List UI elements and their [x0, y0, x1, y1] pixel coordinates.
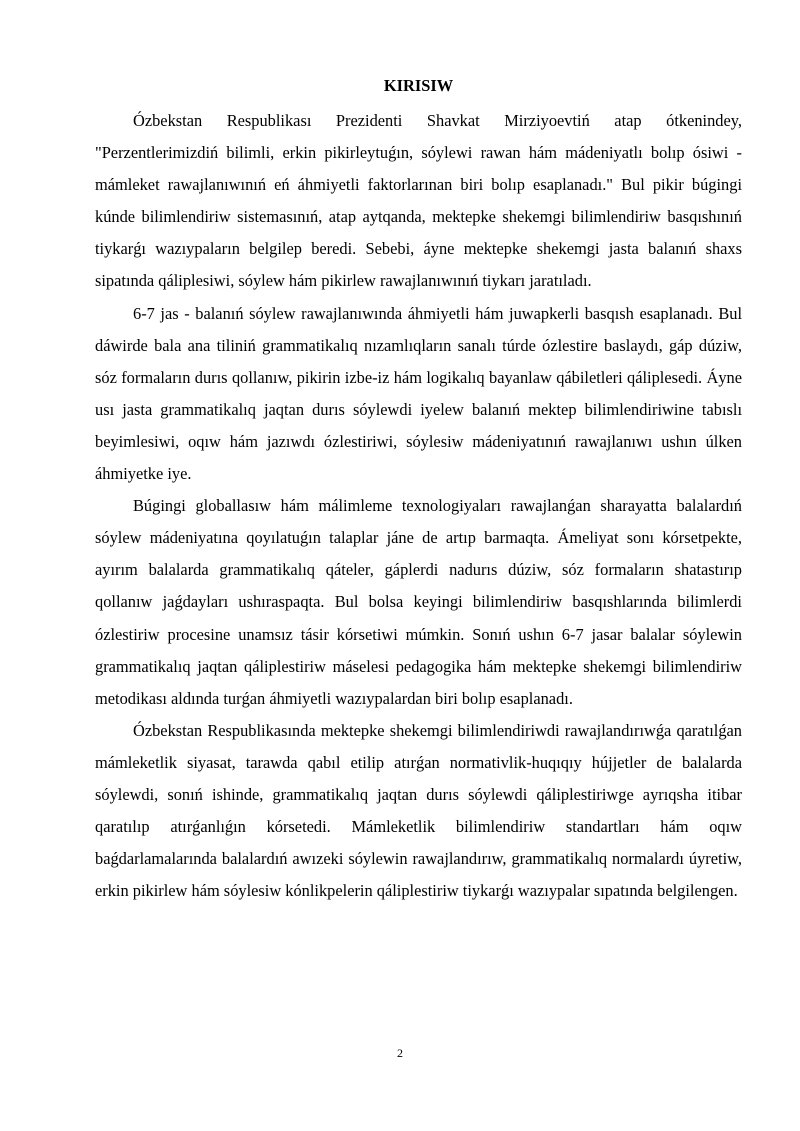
- paragraph-3: Búgingi globallasıw hám málimleme texnologiyaları rawajlanǵan sharayatta balalardıń sóylew mádeniyatına qoyılatuǵın talaplar jáne de artıp barmaqta. Ámeliyat sonı kórsetpekte, ayırım balalarda grammatikalıq qáteler, gáplerdi nadurıs dúziw, sóz formaların shatastırıp qollanıw jaǵdayları ushıraspaqta. Bul bolsa keyingi bilimlendiriw basqıshlarında bilimlerdi ózlestiriw procesine unamsız tásir kórsetiwi múmkin. Sonıń ushın 6-7 jasar balalar sóylewin grammatikalıq jaqtan qáliplestiriw máselesi pedagogika hám mektepke shekemgi bilimlendiriw metodikası aldında turǵan áhmiyetli wazıypalardan biri bolıp esaplanadı.: [95, 496, 742, 708]
- paragraph-4: Ózbekstan Respublikasında mektepke shekemgi bilimlendiriwdi rawajlandırıwǵa qaratılǵan mámleketlik siyasat, tarawda qabıl etilip atırǵan normativlik-huqıqıy hújjetler de balalarda sóylewdi, sonıń ishinde, grammatikalıq jaqtan durıs sóylewdi qáliplestiriwge ayrıqsha itibar qaratılıp atırǵanlıǵın kórsetedi. Mámleketlik bilimlendiriw standartları hám oqıw baǵdarlamalarında balalardıń awızeki sóylewin rawajlandırıw, grammatikalıq normalardı úyretiw, erkin pikirlew hám sóylesiw kónlikpelerin qáliplestiriw tiykarǵı wazıypalar sıpatında belgilengen.: [95, 720, 742, 901]
- page-number: 2: [397, 1046, 403, 1060]
- paragraph-2: 6-7 jas - balanıń sóylew rawajlanıwında áhmiyetli hám juwapkerli basqısh esaplanadı. Bul dáwirde bala ana tiliniń grammatikalıq nızamlıqların sanalı túrde ózlestire baslaydı, gáp dúziw, sóz formaların durıs qollanıw, pikirin izbe-iz hám logikalıq bayanlaw qábiletleri qáliplesedi. Áyne usı jasta grammatikalıq jaqtan durıs sóylewdi iyelew balanıń mektep bilimlendiriwine tabıslı beyimlesiwi, oqıw hám jazıwdı ózlestiriwi, sóylesiw mádeniyatınıń rawajlanıwı ushın úlken áhmiyetke iye.: [95, 303, 742, 484]
- page-content: [95, 76, 742, 907]
- section-heading: KIRISIW: [383, 76, 454, 95]
- paragraph-1: Ózbekstan Respublikası Prezidenti Shavkat Mirziyoevtiń atap ótkenindey, "Perzentlerimizdiń bilimli, erkin pikirleytuǵın, sóylewi rawan hám mádeniyatlı bolıp ósiwi - mámleket rawajlanıwınıń eń áhmiyetli faktorlarınan biri bolıp esaplanadı." Bul pikir búgingi kúnde bilimlendiriw sistemasınıń, atap aytqanda, mektepke shekemgi bilimlendiriw basqıshınıń tiykarǵı wazıypaların belgilep beredi. Sebebi, áyne mektepke shekemgi jasta balanıń shaxs sipatında qáliplesiwi, sóylew hám pikirlew rawajlanıwınıń tiykarı jaratıladı.: [95, 111, 742, 291]
